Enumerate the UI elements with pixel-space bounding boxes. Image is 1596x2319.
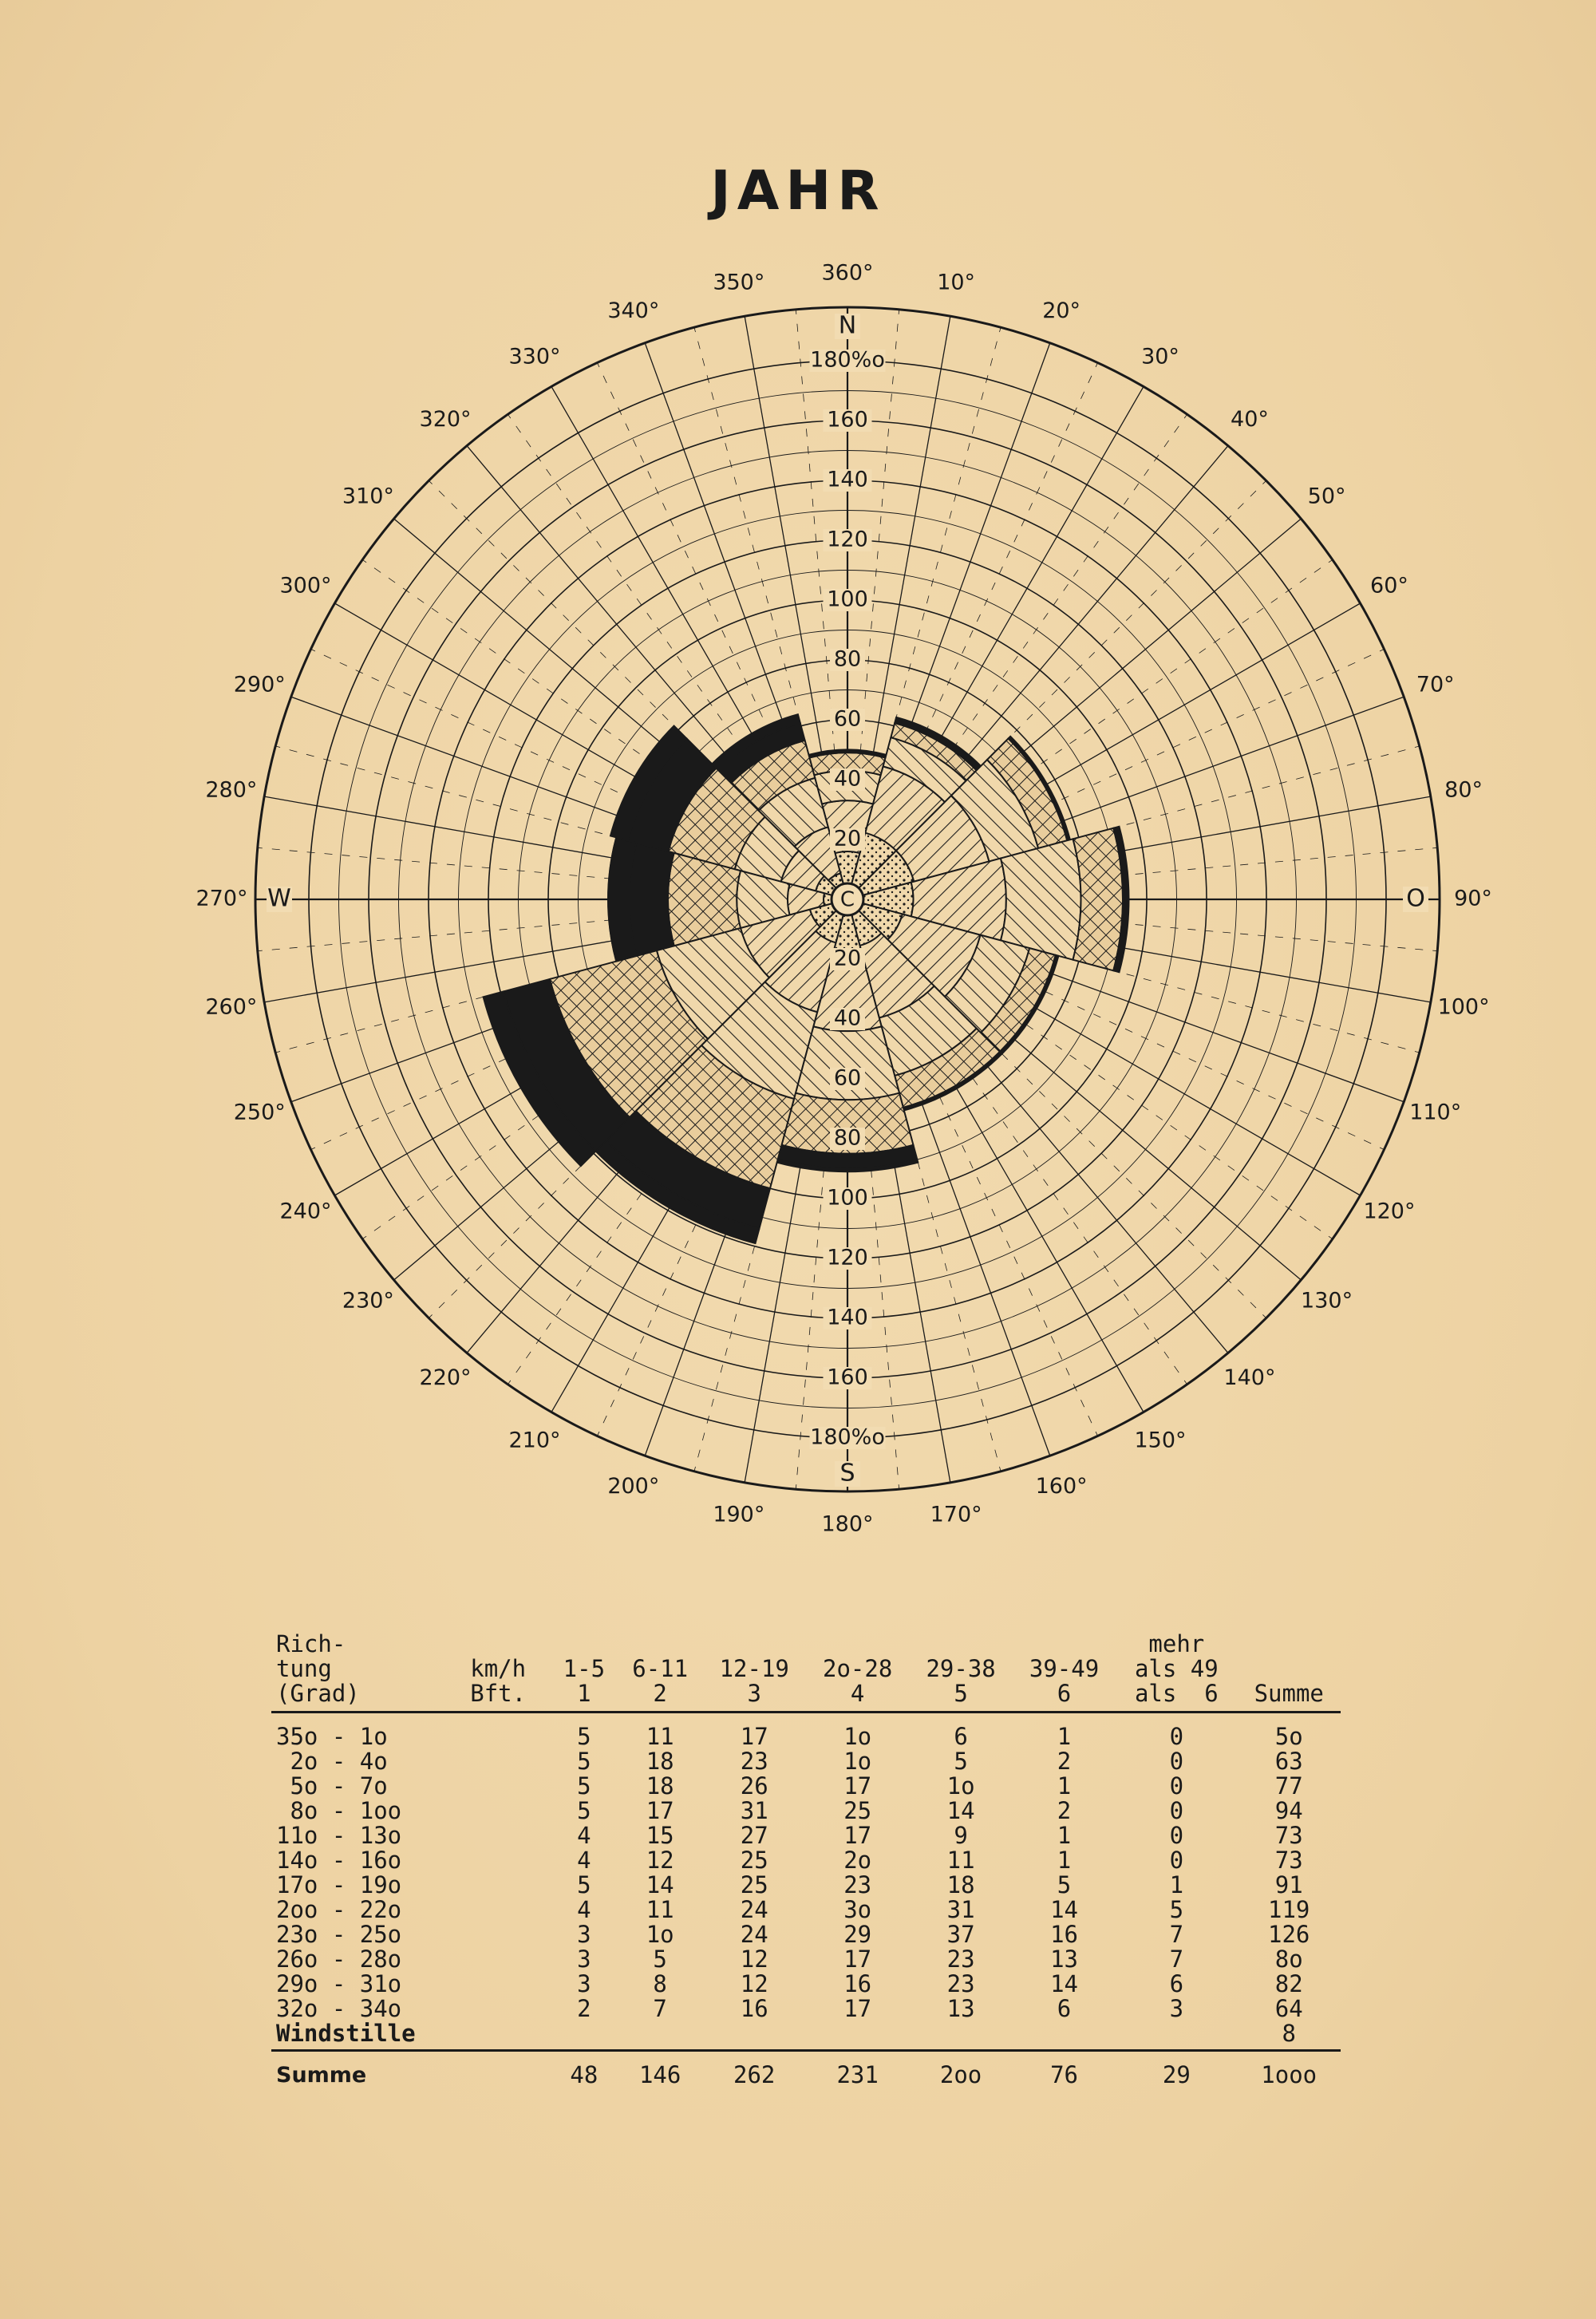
row-sum: 73 (1274, 1822, 1303, 1849)
row-direction: 35o - 1o (276, 1723, 388, 1750)
bearing-label: 280° (205, 777, 258, 803)
bearing-label: 160° (1035, 1474, 1088, 1499)
table-row (271, 1997, 1341, 2021)
bearing-label: 240° (279, 1199, 332, 1224)
row-value-bft-4: 16 (843, 1970, 872, 1997)
row-value-bft-3: 25 (740, 1871, 768, 1898)
total-bft-1: 48 (570, 2061, 598, 2088)
row-value-bft-2: 14 (646, 1871, 674, 1898)
bearing-label: 10° (937, 270, 976, 295)
table-body (271, 1713, 1341, 2051)
radial-tick-north: 180%o (810, 347, 885, 373)
radial-tick-south: 140 (827, 1305, 868, 1330)
row-sum: 77 (1274, 1772, 1303, 1799)
row-value-bft-3: 12 (740, 1970, 768, 1997)
table-row (271, 1749, 1341, 1774)
row-value-bft-3: 27 (740, 1822, 768, 1849)
row-value-bft-2: 7 (653, 1995, 667, 2022)
bearing-label: 190° (713, 1502, 765, 1527)
table-row (271, 1799, 1341, 1823)
total-label: Summe (276, 2063, 367, 2088)
row-value-bft-1: 2 (577, 1995, 591, 2022)
radial-tick-south: 120 (827, 1245, 868, 1270)
row-direction: 2o - 4o (276, 1748, 388, 1775)
bearing-label: 80° (1444, 777, 1483, 803)
row-value-bft-5: 13 (946, 1995, 975, 2022)
grand-total: 1ooo (1261, 2061, 1317, 2088)
row-value-bft-7: 7 (1169, 1921, 1184, 1948)
total-bft-4: 231 (836, 2061, 879, 2088)
bearing-label: 70° (1416, 672, 1455, 697)
row-value-bft-6: 13 (1050, 1946, 1078, 1973)
row-value-bft-6: 6 (1057, 1995, 1072, 2022)
radial-tick-north: 160 (827, 407, 868, 433)
table-row-calm (271, 2021, 1341, 2051)
row-value-bft-7: 0 (1169, 1797, 1184, 1824)
bearing-label: 260° (205, 994, 258, 1020)
row-sum: 82 (1274, 1970, 1303, 1997)
row-value-bft-5: 31 (946, 1896, 975, 1923)
row-value-bft-7: 0 (1169, 1772, 1184, 1799)
row-sum: 126 (1268, 1921, 1310, 1948)
table-row (271, 1972, 1341, 1997)
row-sum: 119 (1268, 1896, 1310, 1923)
row-value-bft-1: 5 (577, 1748, 591, 1775)
row-value-bft-2: 12 (646, 1847, 674, 1874)
row-value-bft-2: 11 (646, 1723, 674, 1750)
row-value-bft-6: 2 (1057, 1797, 1072, 1824)
row-value-bft-4: 23 (843, 1871, 872, 1898)
row-value-bft-4: 17 (843, 1946, 872, 1973)
row-value-bft-7: 0 (1169, 1723, 1184, 1750)
row-sum: 91 (1274, 1871, 1303, 1898)
row-value-bft-6: 2 (1057, 1748, 1072, 1775)
bearing-label: 30° (1141, 344, 1179, 369)
calm-label: Windstille (271, 2021, 465, 2051)
radial-tick-north: 100 (827, 587, 868, 612)
table-header-row (271, 1632, 1341, 1713)
radial-tick-south: 180%o (810, 1424, 885, 1450)
wind-rose-chart (0, 239, 1596, 1564)
row-value-bft-1: 5 (577, 1797, 591, 1824)
bearing-label: 250° (233, 1100, 286, 1125)
sector-270-bft-6 (629, 843, 674, 956)
row-value-bft-5: 1o (946, 1772, 975, 1799)
row-value-bft-1: 5 (577, 1772, 591, 1799)
radial-tick-north: 140 (827, 467, 868, 492)
bearing-label: 360° (821, 260, 874, 286)
table-row (271, 1774, 1341, 1799)
table-row (271, 1713, 1341, 1750)
radial-tick-south: 160 (827, 1365, 868, 1390)
radial-tick-south: 80 (833, 1125, 862, 1151)
bearing-label: 270° (196, 886, 248, 911)
row-value-bft-7: 7 (1169, 1946, 1184, 1973)
row-value-bft-5: 23 (946, 1946, 975, 1973)
row-value-bft-1: 5 (577, 1871, 591, 1898)
sector-90-bft-4 (1001, 839, 1081, 959)
row-value-bft-5: 14 (946, 1797, 975, 1824)
bearing-label: 220° (419, 1365, 472, 1391)
row-value-bft-5: 6 (954, 1723, 968, 1750)
row-value-bft-3: 17 (740, 1723, 768, 1750)
row-value-bft-1: 3 (577, 1970, 591, 1997)
row-value-bft-6: 1 (1057, 1772, 1072, 1799)
cardinal-east: O (1406, 884, 1425, 913)
radial-tick-south: 40 (833, 1005, 862, 1031)
bearing-label: 180° (821, 1511, 874, 1537)
cardinal-west: W (267, 884, 291, 913)
row-value-bft-6: 1 (1057, 1847, 1072, 1874)
bearing-label: 120° (1363, 1199, 1416, 1224)
calm-value: 8 (1237, 2021, 1341, 2051)
bearing-label: 200° (607, 1474, 660, 1499)
row-direction: 29o - 31o (276, 1970, 402, 1997)
bearing-label: 340° (607, 298, 660, 323)
total-bft-6: 76 (1050, 2061, 1078, 2088)
row-direction: 5o - 7o (276, 1772, 388, 1799)
row-value-bft-4: 1o (843, 1748, 872, 1775)
table-row (271, 1848, 1341, 1873)
row-value-bft-4: 2o (843, 1847, 872, 1874)
row-value-bft-1: 5 (577, 1723, 591, 1750)
table-row (271, 1873, 1341, 1898)
row-value-bft-3: 23 (740, 1748, 768, 1775)
row-value-bft-3: 24 (740, 1921, 768, 1948)
total-bft-2: 146 (638, 2061, 681, 2088)
row-value-bft-7: 0 (1169, 1748, 1184, 1775)
row-value-bft-7: 5 (1169, 1896, 1184, 1923)
row-direction: 8o - 1oo (276, 1797, 402, 1824)
row-value-bft-3: 31 (740, 1797, 768, 1824)
header-summe: Summe (1237, 1632, 1341, 1713)
row-value-bft-6: 1 (1057, 1822, 1072, 1849)
row-value-bft-6: 14 (1050, 1896, 1078, 1923)
header-bft-3: 12-19 3 (703, 1632, 806, 1713)
row-value-bft-2: 8 (653, 1970, 667, 1997)
row-sum: 5o (1274, 1723, 1303, 1750)
bearing-label: 350° (713, 270, 765, 295)
header-bft-7: mehr als 49 als 6 (1116, 1632, 1237, 1713)
row-direction: 23o - 25o (276, 1921, 402, 1948)
row-value-bft-1: 3 (577, 1921, 591, 1948)
total-bft-3: 262 (733, 2061, 776, 2088)
total-bft-5: 2oo (939, 2061, 982, 2088)
bearing-label: 60° (1370, 573, 1408, 599)
bearing-label: 140° (1223, 1365, 1276, 1391)
row-direction: 11o - 13o (276, 1822, 402, 1849)
row-value-bft-2: 11 (646, 1896, 674, 1923)
row-value-bft-7: 3 (1169, 1995, 1184, 2022)
row-value-bft-5: 23 (946, 1970, 975, 1997)
row-value-bft-2: 17 (646, 1797, 674, 1824)
row-value-bft-2: 18 (646, 1748, 674, 1775)
row-value-bft-6: 1 (1057, 1723, 1072, 1750)
row-value-bft-3: 26 (740, 1772, 768, 1799)
wind-frequency-table (271, 1632, 1341, 2088)
cardinal-south: S (839, 1459, 855, 1487)
radial-tick-north: 20 (833, 826, 862, 851)
radial-tick-south: 60 (833, 1065, 862, 1091)
header-bft-5: 29-38 5 (909, 1632, 1012, 1713)
radial-tick-north: 80 (833, 646, 862, 672)
row-value-bft-2: 5 (653, 1946, 667, 1973)
row-value-bft-7: 6 (1169, 1970, 1184, 1997)
row-direction: 26o - 28o (276, 1946, 402, 1973)
row-direction: 14o - 16o (276, 1847, 402, 1874)
row-value-bft-2: 15 (646, 1822, 674, 1849)
radial-tick-north: 40 (833, 766, 862, 792)
page-title: JAHR (710, 160, 886, 223)
row-value-bft-7: 1 (1169, 1871, 1184, 1898)
header-richtung: Rich- tung (Grad) (271, 1632, 465, 1713)
row-sum: 94 (1274, 1797, 1303, 1824)
table-total-row (271, 2051, 1341, 2088)
bearing-label: 230° (342, 1288, 394, 1314)
bearing-label: 300° (279, 573, 332, 599)
wind-sectors (484, 714, 1129, 1243)
table-row (271, 1947, 1341, 1972)
center-label: C (839, 887, 855, 912)
row-sum: 73 (1274, 1847, 1303, 1874)
row-value-bft-1: 4 (577, 1847, 591, 1874)
radial-tick-north: 60 (833, 706, 862, 732)
bearing-label: 330° (508, 344, 561, 369)
table-row (271, 1922, 1341, 1947)
row-value-bft-1: 4 (577, 1822, 591, 1849)
radial-tick-south: 100 (827, 1185, 868, 1211)
cardinal-north: N (838, 311, 857, 340)
row-value-bft-4: 17 (843, 1822, 872, 1849)
sector-90-bft-5 (1073, 828, 1123, 971)
row-sum: 63 (1274, 1748, 1303, 1775)
bearing-label: 130° (1301, 1288, 1353, 1314)
header-bft-6: 39-49 6 (1013, 1632, 1116, 1713)
row-value-bft-3: 25 (740, 1847, 768, 1874)
row-value-bft-5: 9 (954, 1822, 968, 1849)
row-value-bft-4: 17 (843, 1772, 872, 1799)
header-bft-4: 2o-28 4 (806, 1632, 909, 1713)
bearing-label: 290° (233, 672, 286, 697)
row-value-bft-4: 17 (843, 1995, 872, 2022)
bearing-label: 320° (419, 406, 472, 432)
row-direction: 17o - 19o (276, 1871, 402, 1898)
row-value-bft-4: 1o (843, 1723, 872, 1750)
header-bft-2: 6-11 2 (618, 1632, 703, 1713)
bearing-label: 150° (1134, 1428, 1187, 1453)
bearing-label: 40° (1231, 406, 1269, 432)
row-value-bft-6: 14 (1050, 1970, 1078, 1997)
bearing-label: 50° (1307, 484, 1346, 509)
row-direction: 2oo - 22o (276, 1896, 402, 1923)
row-sum: 64 (1274, 1995, 1303, 2022)
bearing-label: 20° (1042, 298, 1081, 323)
bearing-label: 100° (1437, 994, 1490, 1020)
row-value-bft-5: 37 (946, 1921, 975, 1948)
row-value-bft-4: 3o (843, 1896, 872, 1923)
row-value-bft-2: 18 (646, 1772, 674, 1799)
row-value-bft-4: 29 (843, 1921, 872, 1948)
bearing-label: 110° (1409, 1100, 1462, 1125)
row-value-bft-1: 4 (577, 1896, 591, 1923)
row-value-bft-5: 18 (946, 1871, 975, 1898)
row-value-bft-7: 0 (1169, 1822, 1184, 1849)
table-row (271, 1823, 1341, 1848)
row-value-bft-6: 5 (1057, 1871, 1072, 1898)
bearing-label: 210° (508, 1428, 561, 1453)
bearing-label: 310° (342, 484, 394, 509)
row-value-bft-5: 11 (946, 1847, 975, 1874)
row-value-bft-3: 12 (740, 1946, 768, 1973)
header-kmh: km/h Bft. (465, 1632, 551, 1713)
total-bft-7: 29 (1162, 2061, 1191, 2088)
bearing-label: 170° (930, 1502, 982, 1527)
radial-tick-north: 120 (827, 527, 868, 552)
row-direction: 32o - 34o (276, 1995, 402, 2022)
row-value-bft-6: 16 (1050, 1921, 1078, 1948)
wind-table (271, 1632, 1341, 2088)
bearing-label: 90° (1454, 886, 1492, 911)
row-sum: 8o (1274, 1946, 1303, 1973)
table-row (271, 1898, 1341, 1922)
row-value-bft-3: 16 (740, 1995, 768, 2022)
row-value-bft-4: 25 (843, 1797, 872, 1824)
header-bft-1: 1-5 1 (551, 1632, 618, 1713)
row-value-bft-5: 5 (954, 1748, 968, 1775)
row-value-bft-3: 24 (740, 1896, 768, 1923)
row-value-bft-2: 1o (646, 1921, 674, 1948)
row-value-bft-7: 0 (1169, 1847, 1184, 1874)
row-value-bft-1: 3 (577, 1946, 591, 1973)
radial-tick-south: 20 (833, 946, 862, 971)
